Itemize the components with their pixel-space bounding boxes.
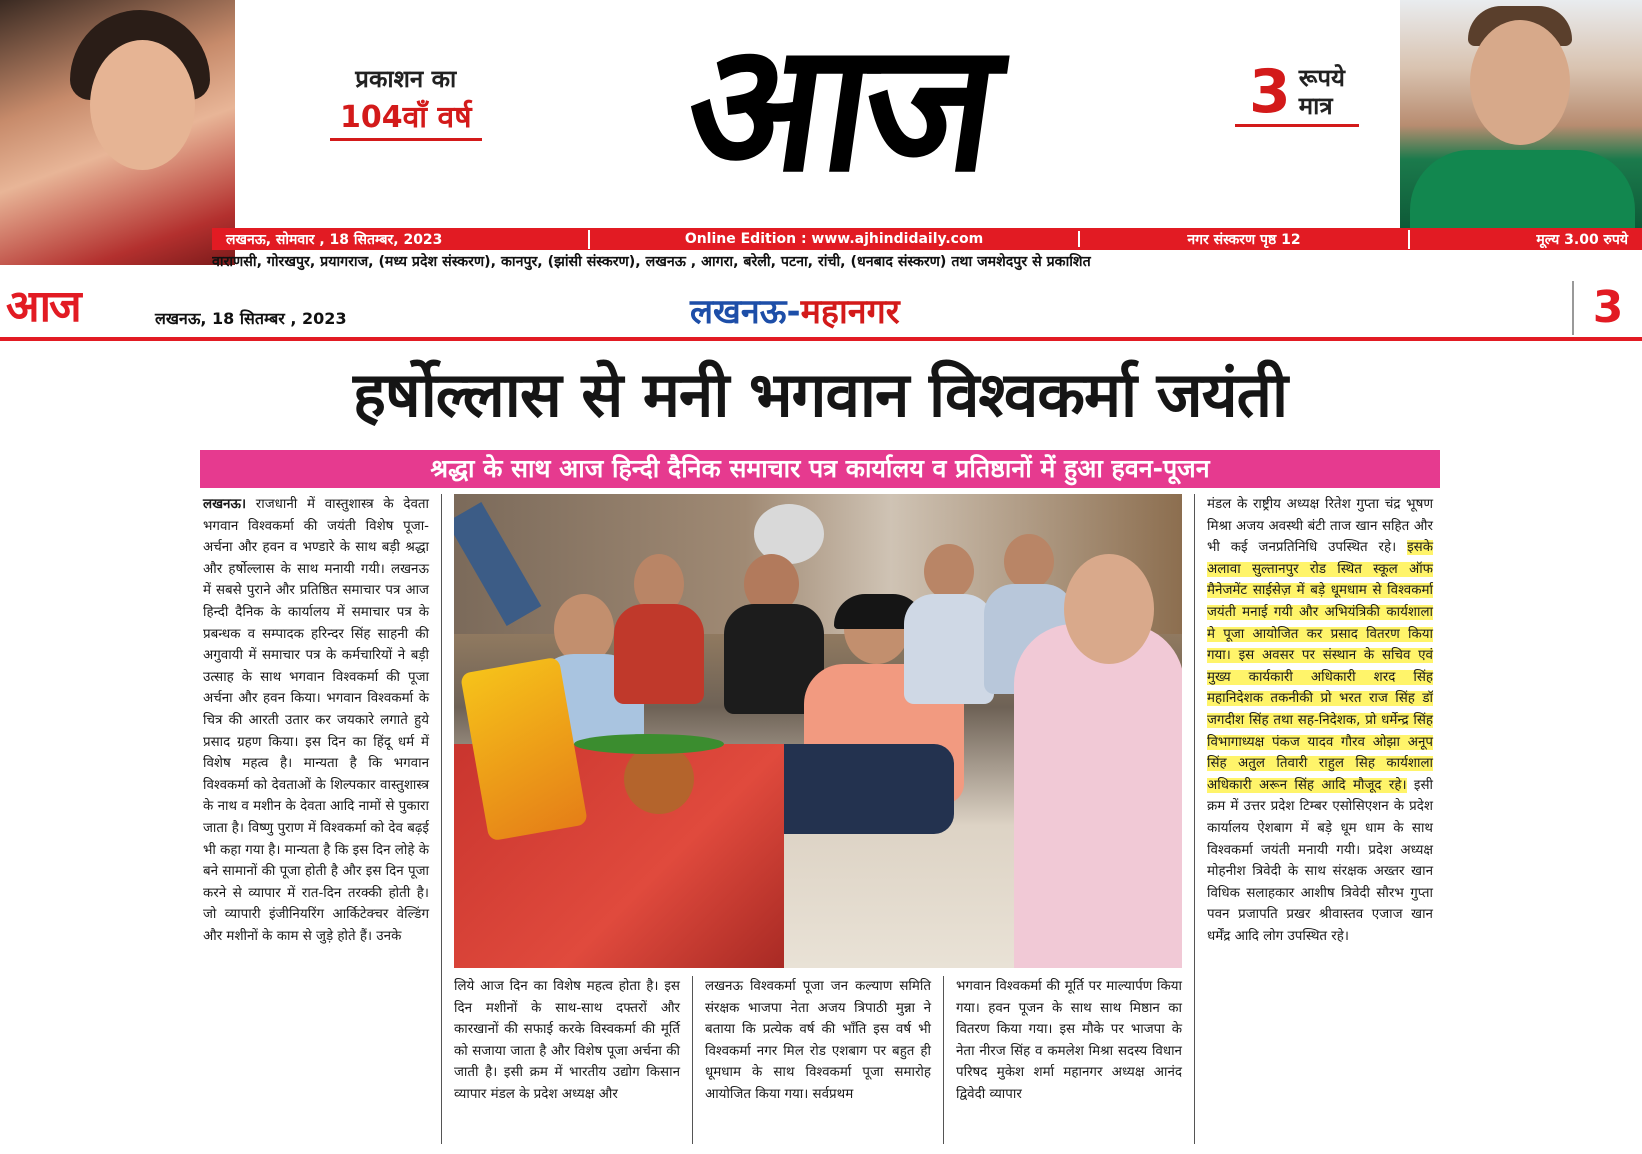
highlighted-paragraph: इसके अलावा सुल्तानपुर रोड स्थित स्कूल ऑफ मैनेजमेंट साईसेज़ में बड़े धूमधाम से विश्वकर्मा जयंती मनाई गयी और अभियंत्रिकी कार्यशाला मे पूजा आयोजित कर प्रसाद वितरण किया गया। इस अवसर पर संस्थान के सचिव एवं मुख्य कार्यकारी अधिकारी शरद सिंह महानिदेशक तकनीकी प्रो भरत राज सिंह डॉ जगदीश सिंह तथा सह-निदेशक, प्रो धर्मेन्द्र सिंह विभागाध्यक्ष पंकज यादव गौरव ओझा अनूप सिंह अतुल तिवारी राहुल सिह कार्यशाला अधिकारी अरून सिंह आदि मौजूद रहे। [1207, 540, 1433, 793]
column-5-text-b: इसी क्रम में उत्तर प्रदेश टिम्बर एसोसिएशन के प्रदेश कार्यालय ऐशबाग में बड़े धूम धाम के साथ विश्वकर्मा जयंती मनायी गयी। प्रदेश अध्यक्ष मोहनीश त्रिवेदी के साथ संरक्षक अख्तर खान विधिक सलाहकार आशीष त्रिवेदी सौरभ गुप्ता पवन प्रजापति प्रखर श्रीवास्तव एजाज खान धर्मेंद्र आदि लोग उपस्थित रहे। [1207, 777, 1433, 944]
info-bar [212, 228, 1642, 250]
celebrity-ad-photo-right [1400, 0, 1642, 228]
section-title-dash: - [786, 292, 801, 332]
logo-text: आज [674, 4, 1006, 211]
column-divider [943, 976, 944, 1144]
masthead [0, 0, 1642, 228]
price-info: मूल्य 3.00 रुपये [1536, 231, 1628, 248]
page-header [0, 279, 1642, 341]
edition-info: नगर संस्करण पृष्ठ 12 [1080, 230, 1410, 249]
price-unit-line2: मात्र [1298, 92, 1333, 120]
article-column-3: लखनऊ विश्वकर्मा पूजा जन कल्याण समिति संरक्षक भाजपा नेता अजय त्रिपाठी मुन्ना ने बताया कि प्रत्येक वर्ष की भाँति इस वर्ष भी विश्वकर्मा नगर मिल रोड एशबाग पर बहुत ही धूमधाम के साथ विश्वकर्मा पूजा समारोह आयोजित किया गया। सर्वप्रथम [705, 979, 931, 1102]
section-title [690, 287, 900, 333]
event-photo [454, 494, 1182, 968]
price-unit-line1: रूपये [1298, 64, 1345, 92]
price-box [1235, 57, 1359, 127]
section-title-part1: लखनऊ [690, 292, 787, 332]
page-date: लखनऊ, 18 सितम्बर , 2023 [155, 309, 347, 328]
article-column-2: लिये आज दिन का विशेष महत्व होता है। इस दिन मशीनों के साथ-साथ दफ्तरों और कारखानों की सफाई करके विस्वकर्मा की मूर्ति को सजाया जाता है और विशेष पूजा अर्चना की जाती है। इसी क्रम में भारतीय उद्योग किसान व्यापार मंडल के प्रदेश अध्यक्ष और [454, 979, 680, 1102]
cities-line: वाराणसी, गोरखपुर, प्रयागराज, (मध्य प्रदेश संस्करण), कानपुर, (झांसी संस्करण), लखनऊ , आगरा, बरेली, पटना, रांची, (धनबाद संस्करण) तथा जमशेदपुर से प्रकाशित [212, 254, 1091, 270]
column-divider [441, 494, 442, 1144]
celebrity-ad-photo-left [0, 0, 235, 265]
dateline: लखनऊ। [203, 497, 247, 512]
column-divider [1194, 494, 1195, 1144]
newspaper-logo [560, 4, 1120, 211]
page-number: 3 [1572, 281, 1642, 335]
mini-logo: आज [6, 281, 80, 332]
column-divider [692, 976, 693, 1144]
publication-year-box [330, 62, 482, 141]
section-title-part2: महानगर [800, 292, 900, 332]
info-date: लखनऊ, सोमवार , 18 सितम्बर, 2023 [212, 230, 590, 249]
column-1-text: राजधानी में वास्तुशास्त्र के देवता भगवान विश्वकर्मा की जयंती विशेष पूजा-अर्चना और हवन व भण्डारे के साथ बड़ी श्रद्धा और हर्षोल्लास के साथ मनायी गयी। लखनऊ में सबसे पुराने और प्रतिष्ठित समाचार पत्र आज हिन्दी दैनिक के कार्यालय में समाचार पत्र के प्रबन्धक व सम्पादक हरिन्दर सिंह साहनी की अगुवायी में समाचार पत्र के कर्मचारियों ने बड़ी उत्साह के साथ भगवान विश्वकर्मा की पूजा अर्चना और हवन किया। भगवान विश्वकर्मा के चित्र की आरती उतार कर जयकारे लगाते हुये प्रसाद ग्रहण किया। इस दिन का हिंदू धर्म में विशेष महत्व है। मान्यता है कि भगवान विश्वकर्मा को देवताओं के शिल्पकार वास्तुशास्त्र के नाथ व मशीन के देवता आदि नामों से पुकारा जाता है। विष्णु पुराण में विश्वकर्मा को देव बढ़ई भी कहा गया है। मान्यता है कि इस दिन लोहे के बने सामानों की पूजा होती है और इस दिन पूजा करने से व्यापार में रात-दिन तरक्की होती है। जो व्यापारी इंजीनियरिंग आर्किटेक्चर वेल्डिंग और मशीनों के काम से जुड़े होते हैं। उनके [203, 497, 430, 944]
article-column-4: भगवान विश्वकर्मा की मूर्ति पर माल्यार्पण किया गया। हवन पूजन के साथ साथ मिष्ठान का वितरण किया गया। इस मौके पर भाजपा के नेता नीरज सिंह व कमलेश मिश्रा सदस्य विधान परिषद मुकेश शर्मा महानगर अध्यक्ष आनंद द्विवेदी व्यापार [956, 979, 1182, 1102]
article-column-5 [1207, 494, 1433, 947]
price-number: 3 [1249, 57, 1291, 127]
subheadline: श्रद्धा के साथ आज हिन्दी दैनिक समाचार पत्र कार्यालय व प्रतिष्ठानों में हुआ हवन-पूजन [200, 450, 1440, 488]
publication-line1: प्रकाशन का [355, 65, 457, 93]
publication-line2: 104वाँ वर्ष [330, 95, 482, 141]
online-edition-link[interactable]: Online Edition : www.ajhindidaily.com [590, 231, 1080, 247]
column-5-text-a: मंडल के राष्ट्रीय अध्यक्ष रितेश गुप्ता चंद्र भूषण मिश्रा अजय अवस्थी बंटी ताज खान सहित और भी कई जनप्रतिनिधि उपस्थित रहे। [1207, 497, 1433, 556]
headline: हर्षोल्लास से मनी भगवान विश्वकर्मा जयंती [352, 358, 1288, 431]
article-column-1 [203, 494, 429, 1144]
